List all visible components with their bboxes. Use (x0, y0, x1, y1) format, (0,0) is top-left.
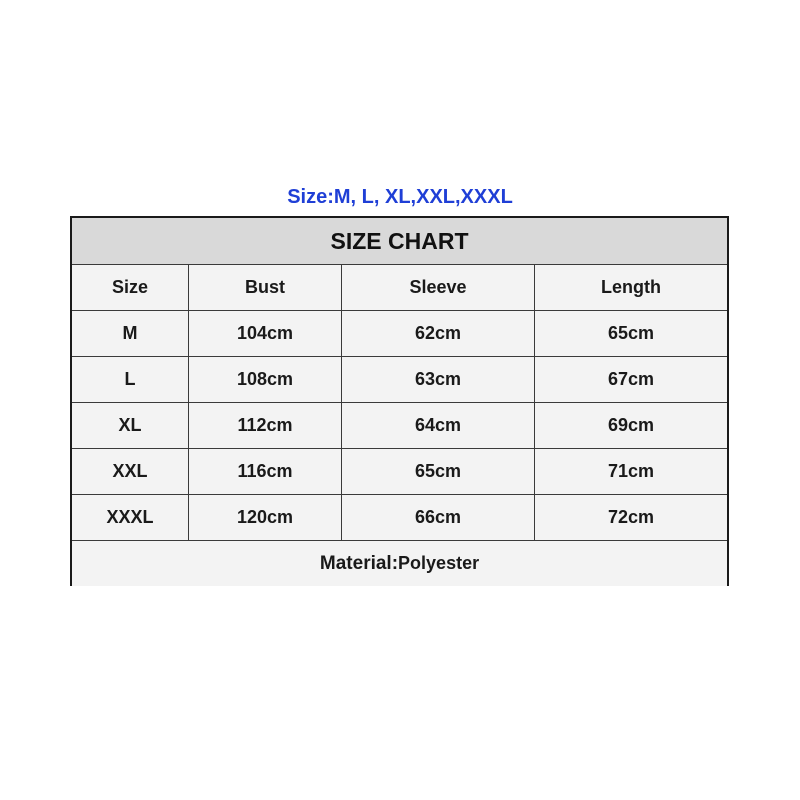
cell-length: 72cm (535, 495, 727, 540)
size-chart-table (70, 216, 729, 586)
cell-sleeve: 65cm (342, 449, 535, 494)
cell-bust: 112cm (189, 403, 342, 448)
material-label: Material: (319, 552, 399, 574)
material-row (72, 541, 727, 586)
header-sleeve: Sleeve (342, 265, 535, 310)
cell-size: XXL (72, 449, 189, 494)
header-size: Size (72, 265, 189, 310)
available-sizes-heading: Size:M, L, XL,XXL,XXXL (287, 186, 513, 208)
size-chart-grid (72, 265, 727, 541)
cell-length: 67cm (535, 357, 727, 402)
cell-length: 65cm (535, 311, 727, 356)
cell-length: 71cm (535, 449, 727, 494)
cell-size: L (72, 357, 189, 402)
material-value: Polyester (398, 553, 480, 573)
cell-bust: 120cm (189, 495, 342, 540)
cell-sleeve: 66cm (342, 495, 535, 540)
table-row (72, 495, 727, 541)
header-bust: Bust (189, 265, 342, 310)
table-row (72, 403, 727, 449)
cell-length: 69cm (535, 403, 727, 448)
cell-sleeve: 62cm (342, 311, 535, 356)
table-row (72, 357, 727, 403)
cell-sleeve: 63cm (342, 357, 535, 402)
cell-bust: 104cm (189, 311, 342, 356)
cell-bust: 116cm (189, 449, 342, 494)
cell-size: M (72, 311, 189, 356)
cell-size: XXXL (72, 495, 189, 540)
table-row (72, 311, 727, 357)
cell-bust: 108cm (189, 357, 342, 402)
size-chart-title: SIZE CHART (72, 218, 727, 265)
header-row (72, 265, 727, 311)
cell-size: XL (72, 403, 189, 448)
cell-sleeve: 64cm (342, 403, 535, 448)
header-length: Length (535, 265, 727, 310)
table-row (72, 449, 727, 495)
